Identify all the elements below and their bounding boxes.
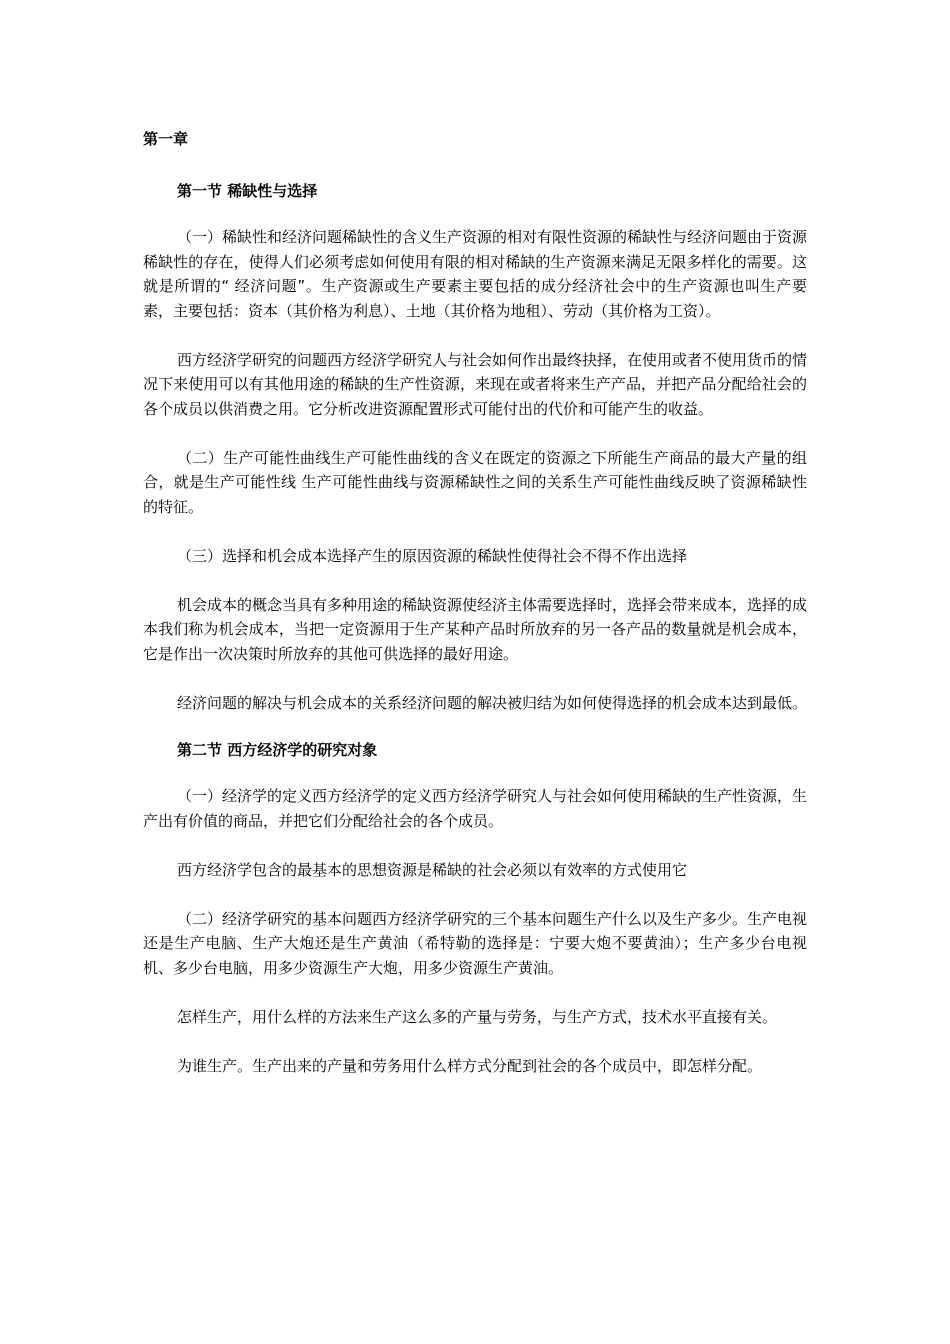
document-page [143,128,807,1103]
paragraph: 经济问题的解决与机会成本的关系经济问题的解决被归结为如何使得选择的机会成本达到最低。 [177,693,808,712]
section-title-1: 第一节 稀缺性与选择 [177,182,318,200]
paragraph: 为谁生产。生产出来的产量和劳务用什么样方式分配到社会的各个成员中，即怎样分配。 [177,1056,763,1075]
paragraph: （二）生产可能性曲线生产可能性曲线的含义在既定的资源之下所能生产商品的最大产量的组合，就是生产可能性线 生产可能性曲线与资源稀缺性之间的关系生产可能性曲线反映了资源稀缺性的特征。 [143,448,807,516]
paragraph: （一）经济学的定义西方经济学的定义西方经济学研究人与社会如何使用稀缺的生产性资源，生产出有价值的商品，并把它们分配给社会的各个成员。 [143,787,808,830]
paragraph: 机会成本的概念当具有多种用途的稀缺资源使经济主体需要选择时，选择会带来成本，选择的成本我们称为机会成本，当把一定资源用于生产某种产品时所放弃的另一各产品的数量就是机会成本，它是作出一次决策时所放弃的其他可供选择的最好用途。 [143,595,808,663]
paragraph: 西方经济学研究的问题西方经济学研究人与社会如何作出最终抉择，在使用或者不使用货币的情况下来使用可以有其他用途的稀缺的生产性资源，来现在或者将来生产产品，并把产品分配给社会的各个成员以供消费之用。它分析改进资源配置形式可能付出的代价和可能产生的收益。 [143,350,808,418]
paragraph: （一）稀缺性和经济问题稀缺性的含义生产资源的相对有限性资源的稀缺性与经济问题由于资源稀缺性的存在，使得人们必须考虑如何使用有限的相对稀缺的生产资源来满足无限多样化的需要。这就是所谓的“ 经济问题”。生产资源或生产要素主要包括的成分经济社会中的生产资源也叫生产要素，主要包括：资本（其价格为利息）、土地（其价格为地租）、劳动（其价格为工资）。 [143,228,808,320]
paragraph: 怎样生产，用什么样的方法来生产这么多的产量与劳务，与生产方式，技术水平直接有关。 [177,1007,778,1026]
paragraph: （二）经济学研究的基本问题西方经济学研究的三个基本问题生产什么以及生产多少。生产电视还是生产电脑、生产大炮还是生产黄油（希特勒的选择是：宁要大炮不要黄油）；生产多少台电视机、多少台电脑，用多少资源生产大炮，用多少资源生产黄油。 [143,909,808,977]
chapter-title: 第一章 [143,130,189,148]
section-title-2: 第二节 西方经济学的研究对象 [177,741,378,759]
paragraph: 西方经济学包含的最基本的思想资源是稀缺的社会必须以有效率的方式使用它 [177,860,688,879]
paragraph: （三）选择和机会成本选择产生的原因资源的稀缺性使得社会不得不作出选择 [177,546,688,565]
